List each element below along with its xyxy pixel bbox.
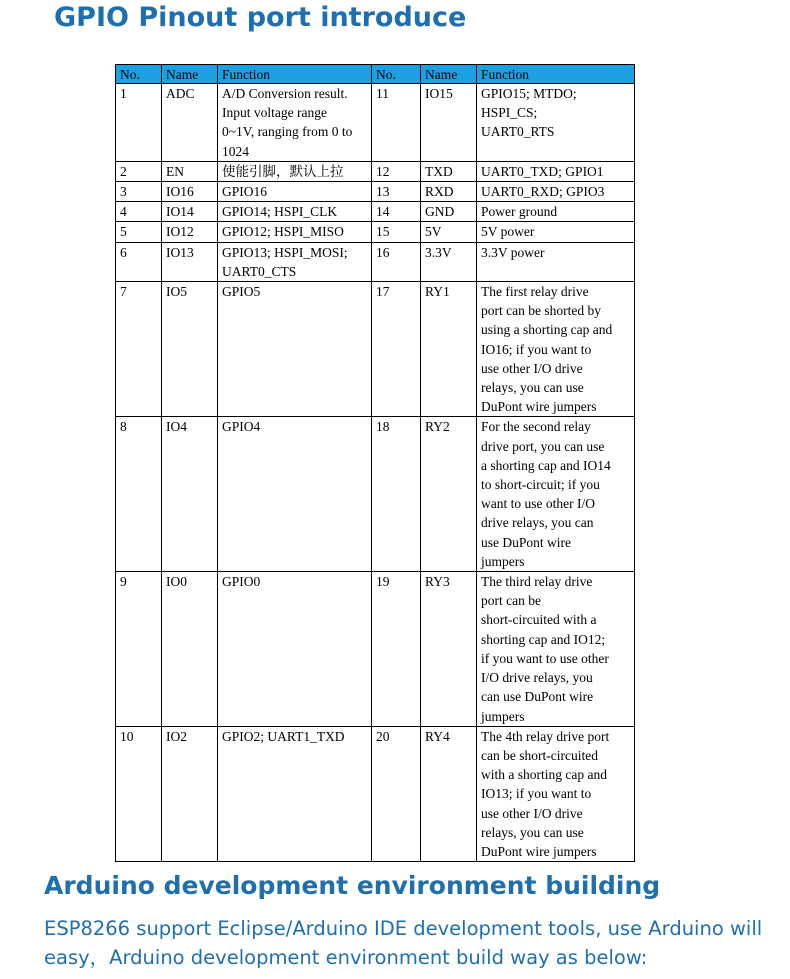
section-description: ESP8266 support Eclipse/Arduino IDE development tools, use Arduino will easy，Arduino development environment build way as below: — [44, 917, 763, 969]
pin-name-cell: RXD — [421, 182, 477, 202]
pin-function-cell: A/D Conversion result. Input voltage range 0~1V, ranging from 0 to 1024 — [218, 84, 372, 162]
pin-number-cell: 10 — [116, 726, 162, 861]
pin-function-cell: GPIO4 — [218, 417, 372, 572]
section-title: Arduino development environment building — [44, 871, 661, 900]
pin-function-cell: GPIO2; UART1_TXD — [218, 726, 372, 861]
pin-name-cell: TXD — [421, 161, 477, 181]
pin-function-cell: 5V power — [477, 222, 635, 242]
pin-name-cell: IO14 — [162, 202, 218, 222]
pin-name-cell: RY3 — [421, 572, 477, 727]
pin-function-cell: Power ground — [477, 202, 635, 222]
pin-number-cell: 9 — [116, 572, 162, 727]
header-no: No. — [116, 65, 162, 84]
table-row — [116, 242, 635, 281]
pin-number-cell: 14 — [372, 202, 421, 222]
pin-function-cell: UART0_RXD; GPIO3 — [477, 182, 635, 202]
pin-number-cell: 8 — [116, 417, 162, 572]
pin-function-cell: GPIO15; MTDO; HSPI_CS; UART0_RTS — [477, 84, 635, 162]
table-row — [116, 417, 635, 572]
table-row — [116, 84, 635, 162]
pin-number-cell: 13 — [372, 182, 421, 202]
page-title: GPIO Pinout port introduce — [54, 2, 467, 33]
pin-function-cell: 使能引脚，默认上拉 — [218, 161, 372, 181]
gpio-pinout-table — [115, 64, 635, 862]
pin-name-cell: EN — [162, 161, 218, 181]
pin-name-cell: IO16 — [162, 182, 218, 202]
pin-name-cell: ADC — [162, 84, 218, 162]
header-function: Function — [218, 65, 372, 84]
pin-number-cell: 4 — [116, 202, 162, 222]
pin-name-cell: IO0 — [162, 572, 218, 727]
pin-number-cell: 19 — [372, 572, 421, 727]
pin-number-cell: 20 — [372, 726, 421, 861]
pin-function-cell: GPIO5 — [218, 282, 372, 417]
pin-function-cell: The 4th relay drive port can be short-circuited with a shorting cap and IO13; if you want to use other I/O drive relays, you can use DuPont wire jumpers — [477, 726, 635, 861]
pin-number-cell: 2 — [116, 161, 162, 181]
pin-name-cell: IO12 — [162, 222, 218, 242]
table-row — [116, 282, 635, 417]
header-function: Function — [477, 65, 635, 84]
pin-name-cell: IO4 — [162, 417, 218, 572]
pin-number-cell: 3 — [116, 182, 162, 202]
pin-name-cell: RY1 — [421, 282, 477, 417]
pin-function-cell: The third relay drive port can be short-circuited with a shorting cap and IO12; if you want to use other I/O drive relays, you can use DuPont wire jumpers — [477, 572, 635, 727]
pin-name-cell: IO15 — [421, 84, 477, 162]
header-no: No. — [372, 65, 421, 84]
pin-number-cell: 5 — [116, 222, 162, 242]
header-name: Name — [421, 65, 477, 84]
pin-name-cell: RY4 — [421, 726, 477, 861]
pin-number-cell: 18 — [372, 417, 421, 572]
pin-number-cell: 15 — [372, 222, 421, 242]
pin-function-cell: GPIO0 — [218, 572, 372, 727]
header-name: Name — [162, 65, 218, 84]
pin-number-cell: 17 — [372, 282, 421, 417]
table-row — [116, 161, 635, 181]
pin-number-cell: 7 — [116, 282, 162, 417]
table-header-row — [116, 65, 635, 84]
pin-number-cell: 16 — [372, 242, 421, 281]
pin-number-cell: 6 — [116, 242, 162, 281]
pin-name-cell: IO2 — [162, 726, 218, 861]
table-row — [116, 726, 635, 861]
pin-function-cell: GPIO16 — [218, 182, 372, 202]
pin-function-cell: For the second relay drive port, you can use a shorting cap and IO14 to short-circuit; if you want to use other I/O drive relays, you can use DuPont wire jumpers — [477, 417, 635, 572]
pin-number-cell: 1 — [116, 84, 162, 162]
pin-function-cell: UART0_TXD; GPIO1 — [477, 161, 635, 181]
pin-name-cell: RY2 — [421, 417, 477, 572]
pin-number-cell: 11 — [372, 84, 421, 162]
pin-name-cell: GND — [421, 202, 477, 222]
pin-name-cell: 3.3V — [421, 242, 477, 281]
pin-function-cell: GPIO12; HSPI_MISO — [218, 222, 372, 242]
table-row — [116, 572, 635, 727]
pin-name-cell: 5V — [421, 222, 477, 242]
pin-name-cell: IO13 — [162, 242, 218, 281]
pin-function-cell: GPIO14; HSPI_CLK — [218, 202, 372, 222]
table-row — [116, 182, 635, 202]
table-row — [116, 202, 635, 222]
pin-function-cell: 3.3V power — [477, 242, 635, 281]
pin-function-cell: GPIO13; HSPI_MOSI; UART0_CTS — [218, 242, 372, 281]
pin-function-cell: The first relay drive port can be shorted by using a shorting cap and IO16; if you want to use other I/O drive relays, you can use DuPont wire jumpers — [477, 282, 635, 417]
pin-number-cell: 12 — [372, 161, 421, 181]
table-row — [116, 222, 635, 242]
pin-name-cell: IO5 — [162, 282, 218, 417]
